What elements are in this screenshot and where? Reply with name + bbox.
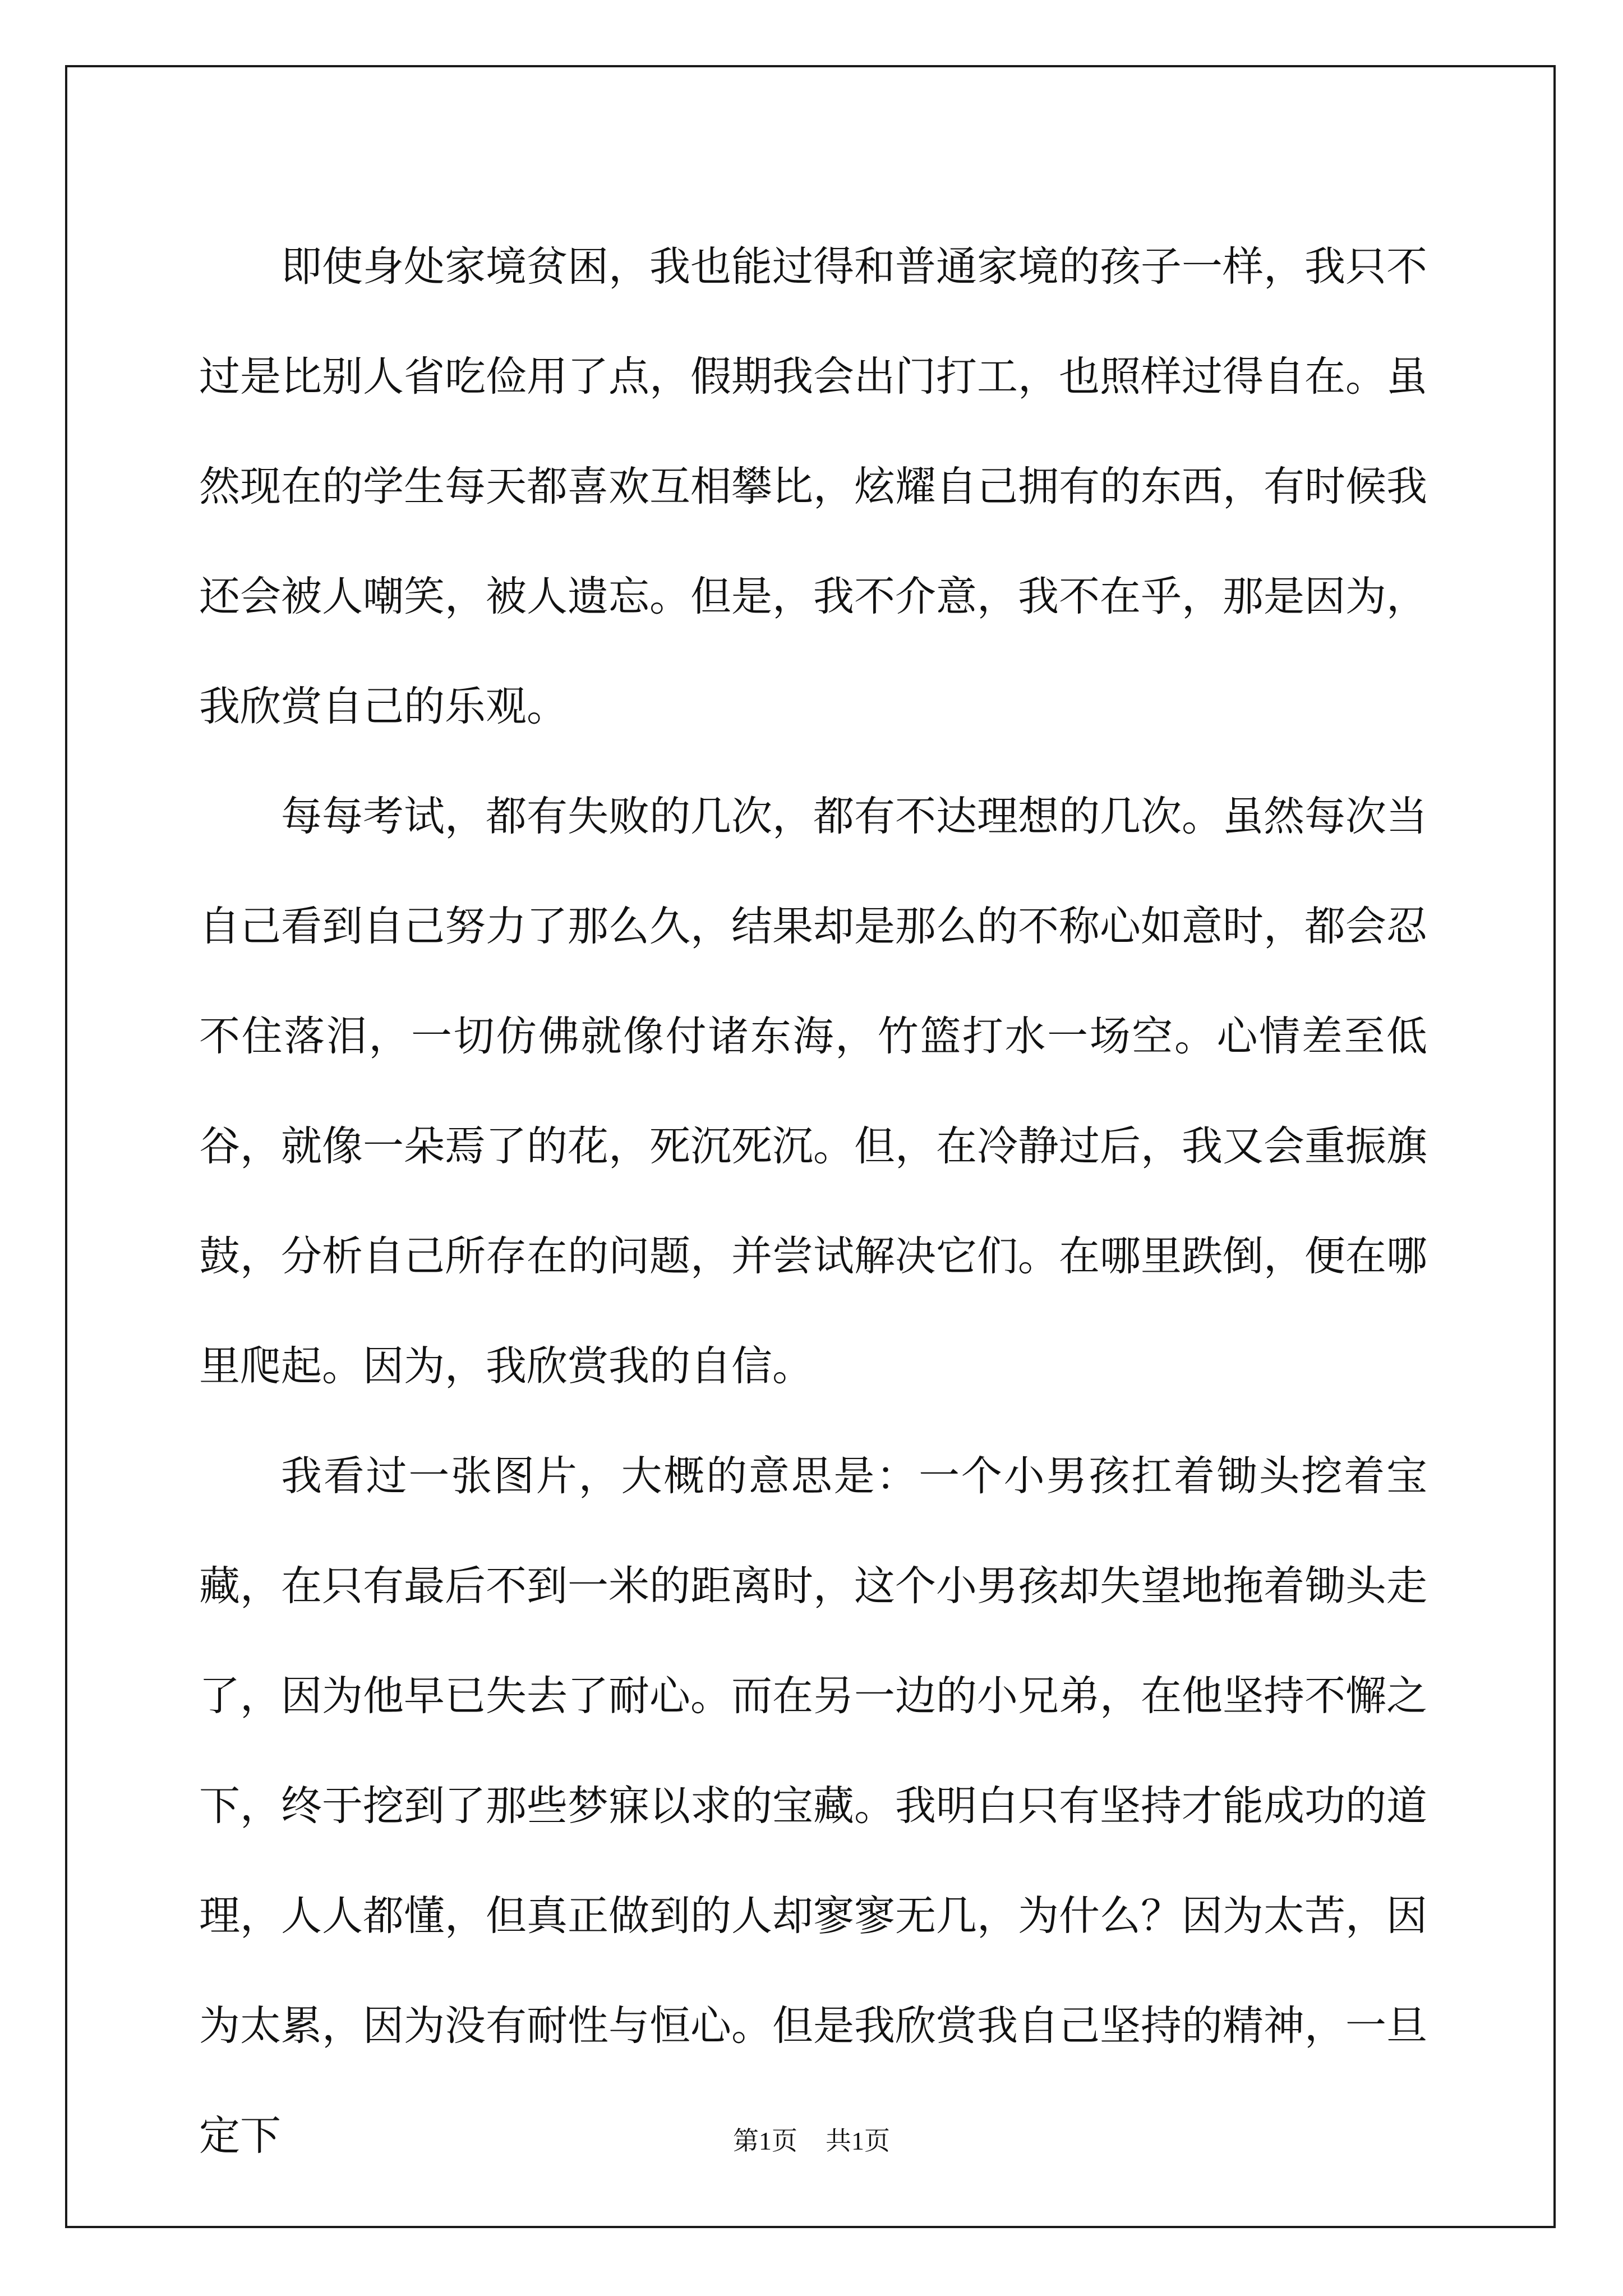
paragraph-1: 即使身处家境贫困，我也能过得和普通家境的孩子一样，我只不过是比别人省吃俭用了点，假期我会出门打工，也照样过得自在。虽然现在的学生每天都喜欢互相攀比，炫耀自己拥有的东西，有时候我还会被人嘲笑，被人遗忘。但是，我不介意，我不在乎，那是因为，我欣赏自己的乐观。 — [199, 243, 1427, 730]
paragraph-2: 每每考试，都有失败的几次，都有不达理想的几次。虽然每次当自己看到自己努力了那么久，结果却是那么的不称心如意时，都会忍不住落泪，一切仿佛就像付诸东海，竹篮打水一场空。心情差至低谷，就像一朵焉了的花，死沉死沉。但，在冷静过后，我又会重振旗鼓，分析自己所存在的问题，并尝试解决它们。在哪里跌倒，便在哪里爬起。因为，我欣赏我的自信。 — [199, 793, 1427, 1390]
page-number: 第1页 — [733, 2127, 797, 2155]
page-footer — [0, 2120, 1623, 2157]
document-body — [199, 212, 1427, 2191]
paragraph-3: 我看过一张图片，大概的意思是：一个小男孩扛着锄头挖着宝藏，在只有最后不到一米的距离时，这个小男孩却失望地拖着锄头走了，因为他早已失去了耐心。而在另一边的小兄弟，在他坚持不懈之下，终于挖到了那些梦寐以求的宝藏。我明白只有坚持才能成功的道理，人人都懂，但真正做到的人却寥寥无几，为什么？因为太苦，因为太累，因为没有耐性与恒心。但是我欣赏我自己坚持的精神，一旦定下 — [199, 1452, 1427, 2160]
page-total: 共1页 — [826, 2127, 890, 2155]
